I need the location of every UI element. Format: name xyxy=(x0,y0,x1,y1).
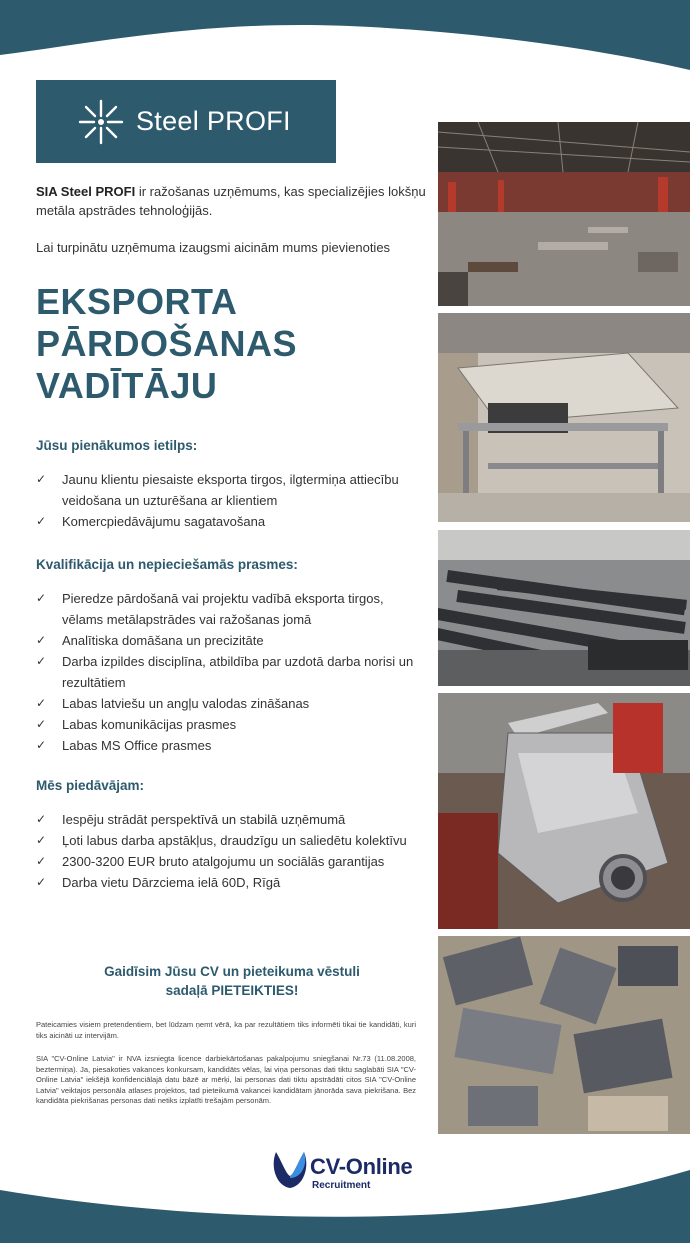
job-title xyxy=(36,281,428,407)
call-to-action xyxy=(36,962,428,1000)
company-name: SIA Steel PROFI xyxy=(36,184,136,199)
list-item: ✓ Darba vietu Dārzciema ielā 60D, Rīgā xyxy=(36,872,428,893)
check-icon: ✓ xyxy=(36,591,47,605)
cta-line-2: sadaļā PIETEIKTIES! xyxy=(165,983,299,998)
duties-list xyxy=(36,469,428,532)
list-item: ✓ Labas MS Office prasmes xyxy=(36,735,428,756)
steel-table-photo xyxy=(438,313,690,522)
check-icon: ✓ xyxy=(36,514,47,528)
cv-online-logo xyxy=(272,1148,432,1196)
list-item: ✓ Darba izpildes disciplīna, atbildība par uzdotā darba norisi un rezultātiem xyxy=(36,651,428,693)
list-item: ✓ Labas latviešu un angļu valodas zināšanas xyxy=(36,693,428,714)
duties-title: Jūsu pienākumos ietilps: xyxy=(36,438,198,453)
cv-online-logo-icon xyxy=(272,1148,308,1192)
list-item: ✓ Komercpiedāvājumu sagatavošana xyxy=(36,511,428,532)
check-icon: ✓ xyxy=(36,812,47,826)
job-title-line-3: VADĪTĀJU xyxy=(36,365,218,406)
steel-hopper-photo xyxy=(438,693,690,929)
list-item: ✓ Labas komunikācijas prasmes xyxy=(36,714,428,735)
logo-text: Steel PROFI xyxy=(136,106,291,136)
check-icon: ✓ xyxy=(36,633,47,647)
top-wave-decoration xyxy=(0,0,690,70)
list-item: ✓ Jaunu klientu piesaiste eksporta tirgos, ilgtermiņa attiecību veidošana un uzturēšana ar klientiem xyxy=(36,469,428,511)
factory-hall-photo xyxy=(438,122,690,306)
cut-parts-photo xyxy=(438,936,690,1134)
check-icon: ✓ xyxy=(36,875,47,889)
check-icon: ✓ xyxy=(36,696,47,710)
company-intro xyxy=(36,182,428,220)
job-title-line-1: EKSPORTA xyxy=(36,281,238,322)
license-note: SIA "CV-Online Latvia" ir NVA izsniegta licence darbiekārtošanas pakalpojumu sniegšanai Nr.73 (11.08.2008, beztermiņa). Ja, piesakoties vakances konkursam, kandidāts vēlas, lai viņa personas dati tiktu saglabāti SIA "CV-Online Latvia" iekšējā konfidenciālajā datu bāzē ar mērķi, lai personas dati tiktu apstrādāti citos SIA "CV-Online Latvia" veiktajos personāla atlases projektos, tad pieteikumā vakancei kandidātam jānorāda sava piekrišana. Bez kandidāta piekrišanas personas dati netiks izplatīti trešajām personām. xyxy=(36,1054,416,1105)
check-icon: ✓ xyxy=(36,854,47,868)
list-item: ✓ Iespēju strādāt perspektīvā un stabilā uzņēmumā xyxy=(36,809,428,830)
qualifications-title: Kvalifikācija un nepieciešamās prasmes: xyxy=(36,557,298,572)
list-item: ✓ Analītiska domāšana un precizitāte xyxy=(36,630,428,651)
job-title-line-2: PĀRDOŠANAS xyxy=(36,323,298,364)
check-icon: ✓ xyxy=(36,472,47,486)
cv-online-brand: CV-Online xyxy=(310,1154,413,1179)
check-icon: ✓ xyxy=(36,738,47,752)
qualifications-list xyxy=(36,588,428,756)
company-description: ir ražošanas uzņēmums, kas specializējies lokšņu metāla apstrādes tehnoloģijās. xyxy=(36,184,426,218)
cta-line-1: Gaidīsim Jūsu CV un pieteikuma vēstuli xyxy=(104,964,360,979)
list-item: ✓ 2300-3200 EUR bruto atalgojumu un sociālās garantijas xyxy=(36,851,428,872)
check-icon: ✓ xyxy=(36,654,47,668)
steel-profi-logo xyxy=(36,80,336,163)
invitation-text: Lai turpinātu uzņēmuma izaugsmi aicinām mums pievienoties xyxy=(36,240,391,255)
list-item: ✓ Pieredze pārdošanā vai projektu vadībā eksporta tirgos, vēlams metālapstrādes vai ražošanas jomā xyxy=(36,588,428,630)
sparkle-asterisk-icon xyxy=(76,97,126,147)
offer-title: Mēs piedāvājam: xyxy=(36,778,145,793)
cv-online-sub: Recruitment xyxy=(312,1180,371,1191)
check-icon: ✓ xyxy=(36,833,47,847)
steel-pipes-photo xyxy=(438,530,690,686)
job-description xyxy=(36,182,428,893)
check-icon: ✓ xyxy=(36,717,47,731)
list-item: ✓ Ļoti labus darba apstākļus, draudzīgu un saliedētu kolektīvu xyxy=(36,830,428,851)
thanks-note: Pateicamies visiem pretendentiem, bet lūdzam ņemt vērā, ka par rezultātiem tiks informēti tikai tie kandidāti, kuri tiks aicināti uz intervijām. xyxy=(36,1020,416,1040)
offer-list xyxy=(36,809,428,893)
